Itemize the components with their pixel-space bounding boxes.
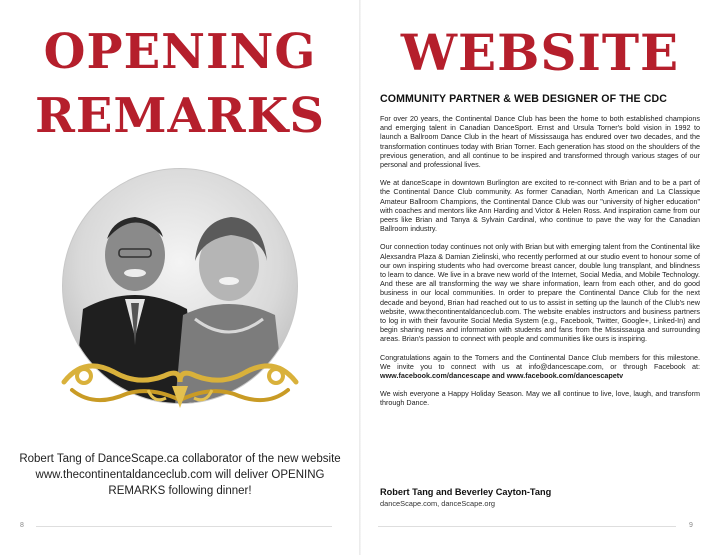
right-page <box>360 0 720 555</box>
signature-sites: danceScape.com, danceScape.org <box>380 499 496 508</box>
paragraph-congratulations <box>380 353 700 381</box>
footer-rule-right <box>378 526 676 527</box>
signature-block <box>380 487 700 508</box>
paragraph-history: For over 20 years, the Continental Dance Club has been the home to both established champions and emerging talent in Canadian DanceSport. Ernst and Ursula Torner's bold vision in 1992 to launch a Ballroom Dance Club in the heart of Mississauga has endured over two decades, and the transformation continues today with Brian Torner. Each generation has stood on the shoulders of the previous generation, and all continue to be inspired and transformed through various stages of our personal and professional lives. <box>380 114 700 170</box>
remarks-title: REMARKS <box>34 88 326 144</box>
page-number-right: 9 <box>689 522 693 529</box>
footer-rule-left <box>36 526 332 527</box>
facebook-links: www.facebook.com/dancescape and www.facebook.com/dancescapetv <box>380 371 624 381</box>
couple-portrait <box>62 168 298 418</box>
paragraph-closing: We wish everyone a Happy Holiday Season. May we all continue to live, love, laugh, and transform through Dance. <box>380 389 700 408</box>
website-title: WEBSITE <box>400 23 680 82</box>
opening-title: OPENING <box>43 24 317 80</box>
gold-flourish-ornament <box>54 346 306 418</box>
article-body <box>380 114 700 417</box>
opening-remarks-caption: Robert Tang of DanceScape.ca collaborator of the new website www.thecontinentaldanceclub.com will deliver OPENING REMARKS following dinner! <box>19 453 341 497</box>
congrats-text: Congratulations again to the Torners and the Continental Dance Club members for this milestone. We invite you to connect with us at info@dancescape.com, or through Facebook at: <box>380 352 700 371</box>
article-subtitle: COMMUNITY PARTNER & WEB DESIGNER OF THE CDC <box>380 93 667 105</box>
paragraph-dancescape: We at danceScape in downtown Burlington are excited to re-connect with Brian and to be a part of the Continental Dance Club community. As former Canadian, North American and La Classique Amateur Ballroom Champions, the Continental Dance Club was our "university of higher education" with coaches and mentors like Ann Harding and Victor & Helen Ross. And inspiration came from our peers like Brian and Tanya & Sylvain Cardinal, who continue to pave the way for the Canadian Ballroom industry. <box>380 178 700 234</box>
paragraph-connection: Our connection today continues not only with Brian but with emerging talent from the Continental like Alexsandra Plaza & Damian Zielinski, who recently performed at our studio event to honour some of our own inspiring students who had overcome breast cancer, double lung transplant, and blindness to learn to dance. We live in a brave new world of the Internet, Social Media, and Mobile Technology. And these are all transforming the way we share information, learn from each other, and do good business in our local communities. In order to prepare the Continental Dance Club for the next decade and beyond, Brian had reached out to us to assist in setting up the launch of the Club's new website, www.thecontinentaldanceclub.com. The website enables instructors and business partners to log in with their favourite Social Media System (e.g., Facebook, Twitter, Google+, Linked-In) and begin sharing news and information with students and fans from the Mississauga and surrounding areas. Brian's passion to connect with people and communities like ours is inspiring. <box>380 242 700 344</box>
page-number-left: 8 <box>20 522 24 529</box>
signature-name: Robert Tang and Beverley Cayton-Tang <box>380 487 552 497</box>
